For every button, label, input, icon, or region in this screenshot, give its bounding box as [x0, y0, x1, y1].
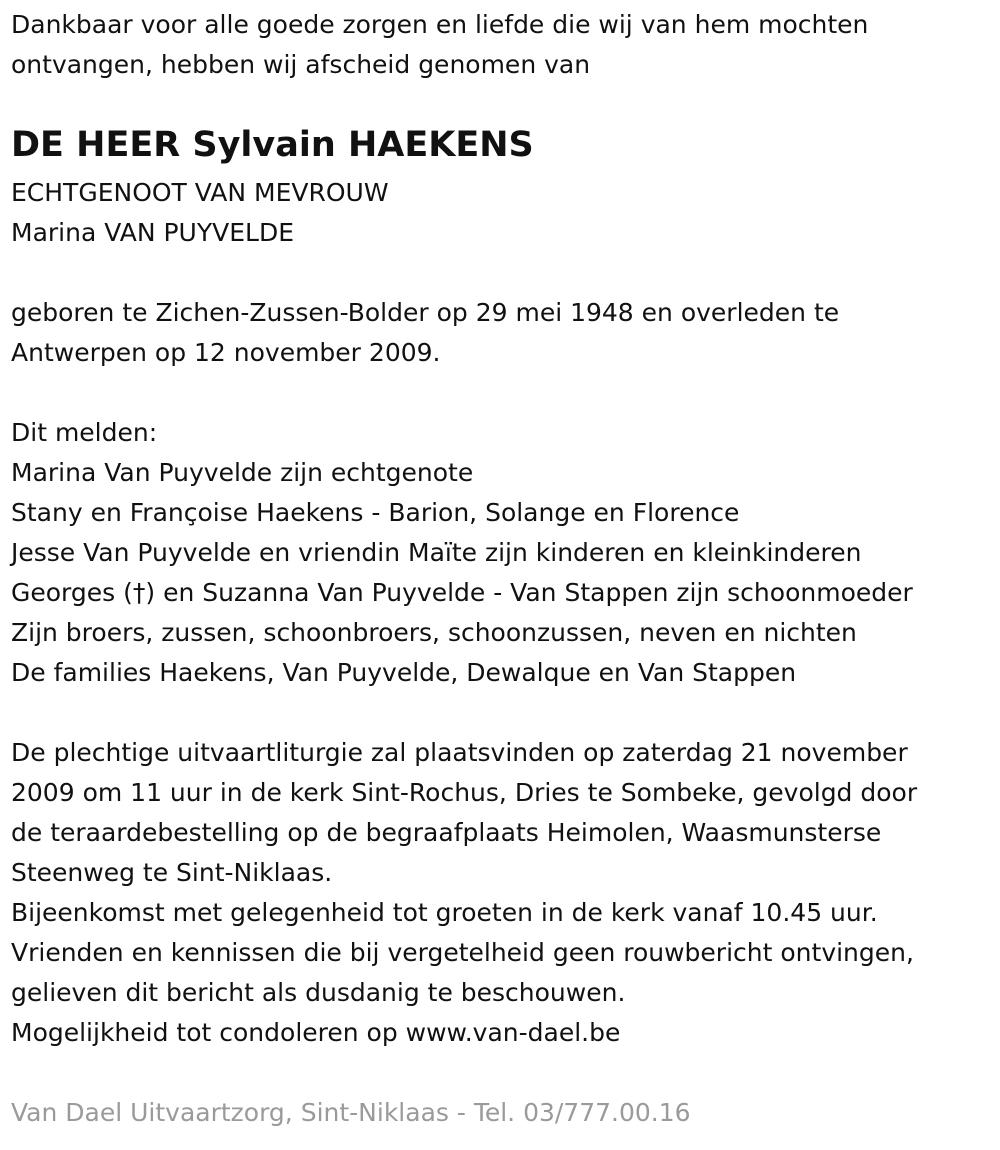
- deceased-name: DE HEER Sylvain HAEKENS: [11, 125, 534, 165]
- spouse-line: ECHTGENOOT VAN MEVROUW: [11, 178, 389, 207]
- announcer-line: Stany en Françoise Haekens - Barion, Solange en Florence: [11, 498, 740, 527]
- ceremony-line: de teraardebestelling op de begraafplaats Heimolen, Waasmunsterse: [11, 818, 882, 847]
- announcers-heading: Dit melden:: [11, 418, 158, 447]
- ceremony-line: gelieven dit bericht als dusdanig te beschouwen.: [11, 978, 626, 1007]
- intro-line: Dankbaar voor alle goede zorgen en liefde die wij van hem mochten: [11, 10, 869, 39]
- ceremony-section: [11, 733, 1000, 1053]
- intro-line: ontvangen, hebben wij afscheid genomen van: [11, 50, 591, 79]
- birth-death-line: geboren te Zichen-Zussen-Bolder op 29 mei 1948 en overleden te: [11, 298, 840, 327]
- announcer-line: Zijn broers, zussen, schoonbroers, schoonzussen, neven en nichten: [11, 618, 857, 647]
- spouse-name: Marina VAN PUYVELDE: [11, 218, 294, 247]
- ceremony-line: 2009 om 11 uur in de kerk Sint-Rochus, Dries te Sombeke, gevolgd door: [11, 778, 918, 807]
- ceremony-line: Mogelijkheid tot condoleren op www.van-dael.be: [11, 1018, 621, 1047]
- announcer-line: De families Haekens, Van Puyvelde, Dewalque en Van Stappen: [11, 658, 797, 687]
- ceremony-line: Steenweg te Sint-Niklaas.: [11, 858, 333, 887]
- announcer-line: Marina Van Puyvelde zijn echtgenote: [11, 458, 474, 487]
- announcer-line: Georges (†) en Suzanna Van Puyvelde - Van Stappen zijn schoonmoeder: [11, 578, 913, 607]
- announcer-line: Jesse Van Puyvelde en vriendin Maïte zijn kinderen en kleinkinderen: [11, 538, 862, 567]
- ceremony-line: Bijeenkomst met gelegenheid tot groeten in de kerk vanaf 10.45 uur.: [11, 898, 878, 927]
- announcers-section: [11, 413, 1000, 693]
- birth-death-text: [11, 293, 1000, 373]
- ceremony-line: Vrienden en kennissen die bij vergetelheid geen rouwbericht ontvingen,: [11, 938, 914, 967]
- intro-text: [11, 5, 1000, 85]
- funeral-home-footer: Van Dael Uitvaartzorg, Sint-Niklaas - Tel. 03/777.00.16: [11, 1098, 691, 1127]
- birth-death-line: Antwerpen op 12 november 2009.: [11, 338, 441, 367]
- ceremony-line: De plechtige uitvaartliturgie zal plaatsvinden op zaterdag 21 november: [11, 738, 908, 767]
